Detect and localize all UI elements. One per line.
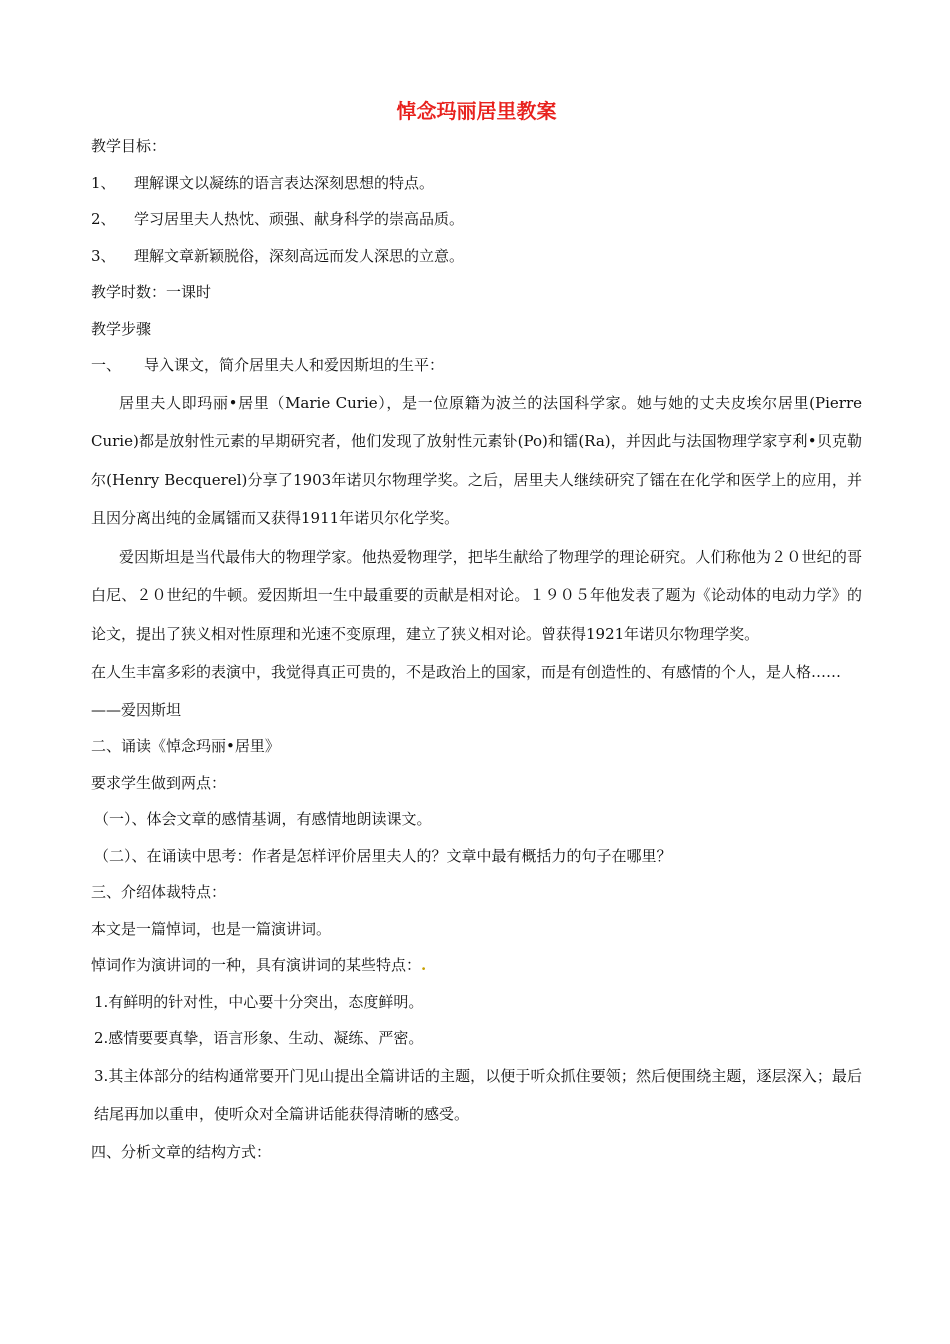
genre-sentence-two-text: 悼词作为演讲词的一种，具有演讲词的某些特点： xyxy=(91,956,422,974)
requirement-two: （二）、在诵读中思考：作者是怎样评价居里夫人的？文章中最有概括力的句子在哪里？ xyxy=(94,846,672,865)
goal-item xyxy=(91,165,862,202)
step-four: 四、分析文章的结构方式： xyxy=(91,1142,272,1161)
genre-sentence-two xyxy=(91,947,862,984)
goal-text: 理解文章新颖脱俗，深刻高远而发人深思的立意。 xyxy=(134,246,465,265)
teaching-hours: 教学时数：一课时 xyxy=(91,283,212,301)
goal-number: 2、 xyxy=(91,210,116,228)
step-text: 导入课文，简介居里夫人和爱因斯坦的生平： xyxy=(144,356,445,374)
genre-dot: . xyxy=(421,956,427,974)
genre-sentence-one: 本文是一篇悼词，也是一篇演讲词。 xyxy=(91,919,332,938)
goal-item xyxy=(91,238,862,275)
document-title: 悼念玛丽居里教案 xyxy=(396,99,557,123)
einstein-quote: 在人生丰富多彩的表演中，我觉得真正可贵的，不是政治上的国家，而是有创造性的、有感情的个人，是人格…… xyxy=(91,663,842,681)
feature-point-three: 3.其主体部分的结构通常要开门见山提出全篇讲话的主题，以便于听众抓住要领；然后便围绕主题，逐层深入；最后结尾再加以重申，使听众对全篇讲话能获得清晰的感受。 xyxy=(94,1066,862,1123)
goals-heading: 教学目标： xyxy=(91,137,167,155)
steps-heading: 教学步骤 xyxy=(91,319,152,338)
goal-number: 1、 xyxy=(91,173,116,192)
quote-author: ——爱因斯坦 xyxy=(91,700,182,719)
einstein-paragraph: 爱因斯坦是当代最伟大的物理学家。他热爱物理学，把毕生献给了物理学的理论研究。人们称他为２０世纪的哥白尼、２０世纪的牛顿。爱因斯坦一生中最重要的贡献是相对论。１９０５年他发表了题为《论动体的电动力学》的论文，提出了狭义相对性原理和光速不变原理，建立了狭义相对论。曾获得1921年诺贝尔物理学奖。 xyxy=(91,547,862,643)
step-two: 二、诵读《悼念玛丽•居里》 xyxy=(91,737,280,755)
step-number: 一、 xyxy=(91,356,122,374)
goal-item xyxy=(91,201,862,238)
goal-text: 理解课文以凝练的语言表达深刻思想的特点。 xyxy=(134,173,435,192)
requirement-intro: 要求学生做到两点： xyxy=(91,773,227,792)
feature-point-one: 1.有鲜明的针对性，中心要十分突出，态度鲜明。 xyxy=(94,992,424,1011)
curie-paragraph: 居里夫人即玛丽•居里（Marie Curie），是一位原籍为波兰的法国科学家。她与她的丈夫皮埃尔居里(Pierre Curie)都是放射性元素的早期研究者，他们发现了放射性元素钋(Po)和镭(Ra)，并因此与法国物理学家亨利•贝克勒尔(Henry Becquerel)分享了1903年诺贝尔物理学奖。之后，居里夫人继续研究了镭在在化学和医学上的应用，并且因分离出纯的金属镭而又获得1911年诺贝尔化学奖。 xyxy=(91,393,862,527)
feature-point-two: 2.感情要要真挚，语言形象、生动、凝练、严密。 xyxy=(94,1029,424,1047)
requirement-one: （一）、体会文章的感情基调，有感情地朗读课文。 xyxy=(94,810,432,828)
step-one xyxy=(91,347,862,384)
goal-text: 学习居里夫人热忱、顽强、献身科学的崇高品质。 xyxy=(134,210,465,228)
goal-number: 3、 xyxy=(91,246,116,265)
step-three: 三、介绍体裁特点： xyxy=(91,883,227,901)
